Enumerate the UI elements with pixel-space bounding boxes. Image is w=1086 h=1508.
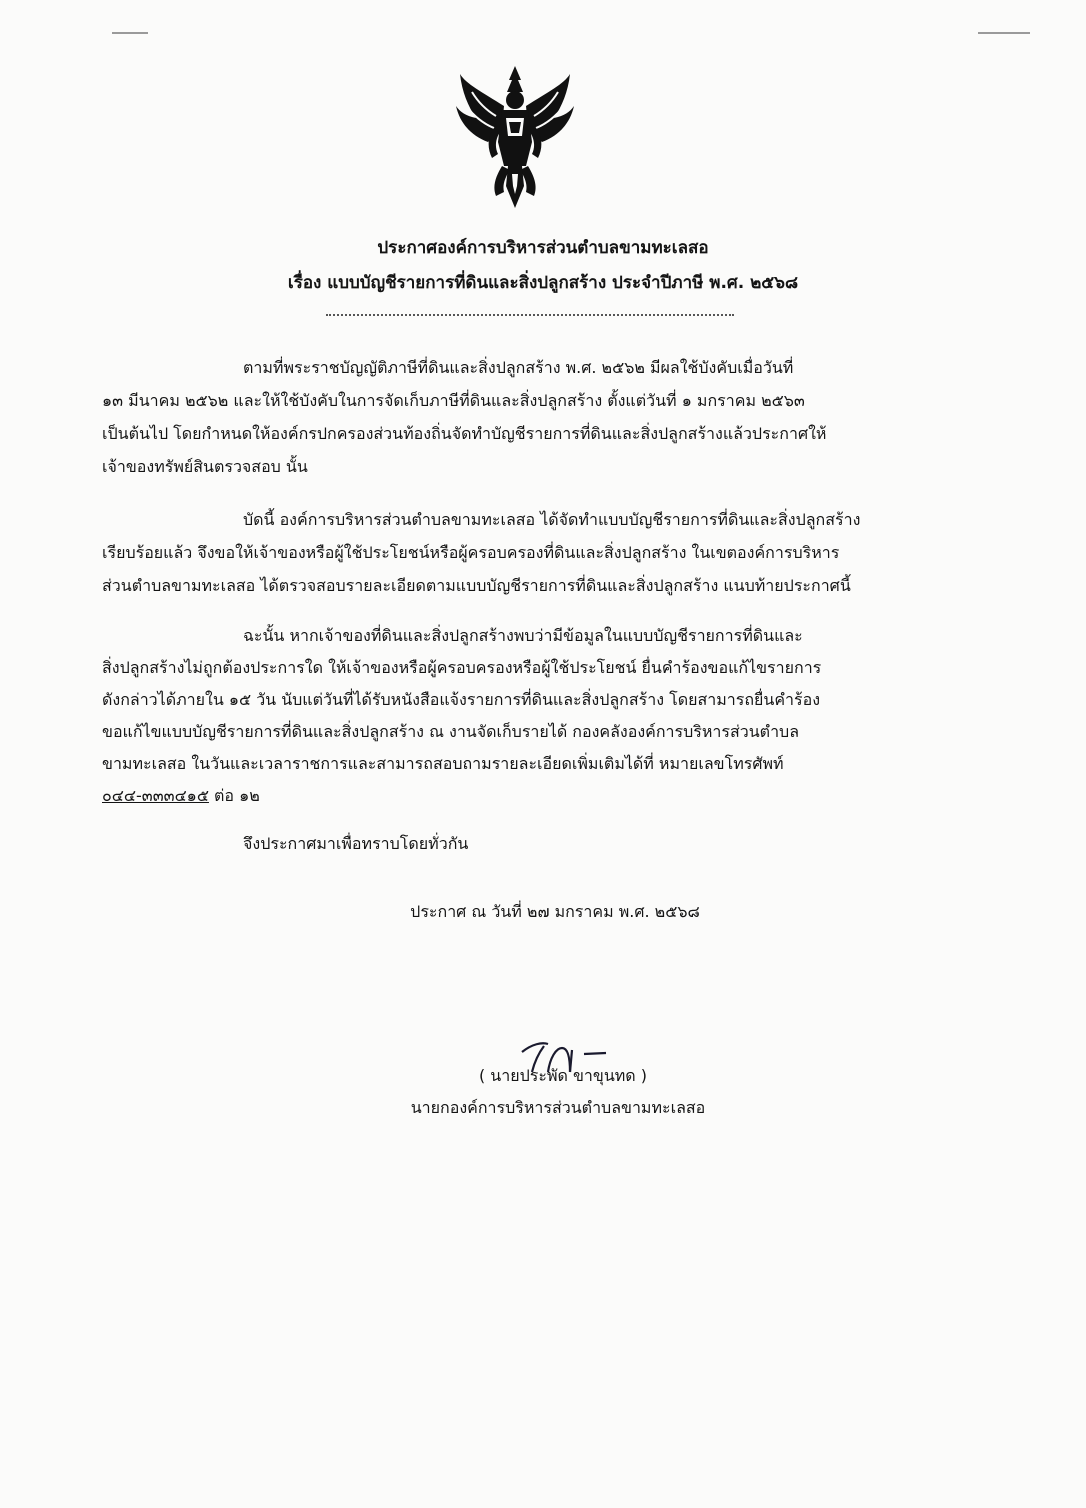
paragraph-1-line: เป็นต้นไป โดยกำหนดให้องค์กรปกครองส่วนท้องถิ่นจัดทำบัญชีรายการที่ดินและสิ่งปลูกสร้างแล้วประกาศให้ [102, 424, 827, 443]
paragraph-1-line: ตามที่พระราชบัญญัติภาษีที่ดินและสิ่งปลูกสร้าง พ.ศ. ๒๕๖๒ มีผลใช้บังคับเมื่อวันที่ [243, 358, 794, 377]
paragraph-2-line: บัดนี้ องค์การบริหารส่วนตำบลขามทะเลสอ ได้จัดทำแบบบัญชีรายการที่ดินและสิ่งปลูกสร้าง [243, 510, 861, 529]
paragraph-1-line: เจ้าของทรัพย์สินตรวจสอบ นั้น [102, 457, 308, 476]
garuda-emblem-icon [452, 62, 578, 212]
phone-number: ๐๔๔-๓๓๓๔๑๕ [102, 786, 209, 805]
paragraph-3-line: ดังกล่าวได้ภายใน ๑๕ วัน นับแต่วันที่ได้รับหนังสือแจ้งรายการที่ดินและสิ่งปลูกสร้าง โดยสามารถยื่นคำร้อง [102, 690, 821, 709]
announcement-title: ประกาศองค์การบริหารส่วนตำบลขามทะเลสอ [377, 238, 709, 258]
announcement-subject: เรื่อง แบบบัญชีรายการที่ดินและสิ่งปลูกสร้าง ประจำปีภาษี พ.ศ. ๒๕๖๘ [287, 273, 799, 293]
paragraph-3-line: ฉะนั้น หากเจ้าของที่ดินและสิ่งปลูกสร้างพบว่ามีข้อมูลในแบบบัญชีรายการที่ดินและ [243, 626, 803, 645]
paragraph-2-line: ส่วนตำบลขามทะเลสอ ได้ตรวจสอบรายละเอียดตามแบบบัญชีรายการที่ดินและสิ่งปลูกสร้าง แนบท้ายประกาศนี้ [102, 576, 851, 595]
closing-sentence: จึงประกาศมาเพื่อทราบโดยทั่วกัน [243, 834, 469, 853]
paragraph-3-line: ขามทะเลสอ ในวันและเวลาราชการและสามารถสอบถามรายละเอียดเพิ่มเติมได้ที่ หมายเลขโทรศัพท์ [102, 754, 784, 773]
signer-position: นายกองค์การบริหารส่วนตำบลขามทะเลสอ [410, 1098, 706, 1117]
paragraph-1-line: ๑๓ มีนาคม ๒๕๖๒ และให้ใช้บังคับในการจัดเก็บภาษีที่ดินและสิ่งปลูกสร้าง ตั้งแต่วันที่ ๑ มกราคม ๒๕๖๓ [102, 391, 805, 410]
paragraph-3-line: ขอแก้ไขแบบบัญชีรายการที่ดินและสิ่งปลูกสร้าง ณ งานจัดเก็บรายได้ กองคลังองค์การบริหารส่วนตำบล [102, 722, 800, 741]
announcement-date: ประกาศ ณ วันที่ ๒๗ มกราคม พ.ศ. ๒๕๖๘ [410, 902, 700, 921]
paragraph-2-line: เรียบร้อยแล้ว จึงขอให้เจ้าของหรือผู้ใช้ประโยชน์หรือผู้ครอบครองที่ดินและสิ่งปลูกสร้าง ในเขตองค์การบริหาร [102, 543, 840, 562]
paragraph-3-line: สิ่งปลูกสร้างไม่ถูกต้องประการใด ให้เจ้าของหรือผู้ครอบครองหรือผู้ใช้ประโยชน์ ยื่นคำร้องขอแก้ไขรายการ [102, 658, 822, 677]
signer-name: ( นายประพัด ขาขุนทด ) [478, 1066, 648, 1085]
phone-extension: ต่อ ๑๒ [208, 786, 260, 805]
phone-line [102, 784, 260, 808]
staple-mark-right [978, 32, 1030, 34]
dotted-separator [326, 314, 734, 316]
staple-mark-left [112, 32, 148, 34]
